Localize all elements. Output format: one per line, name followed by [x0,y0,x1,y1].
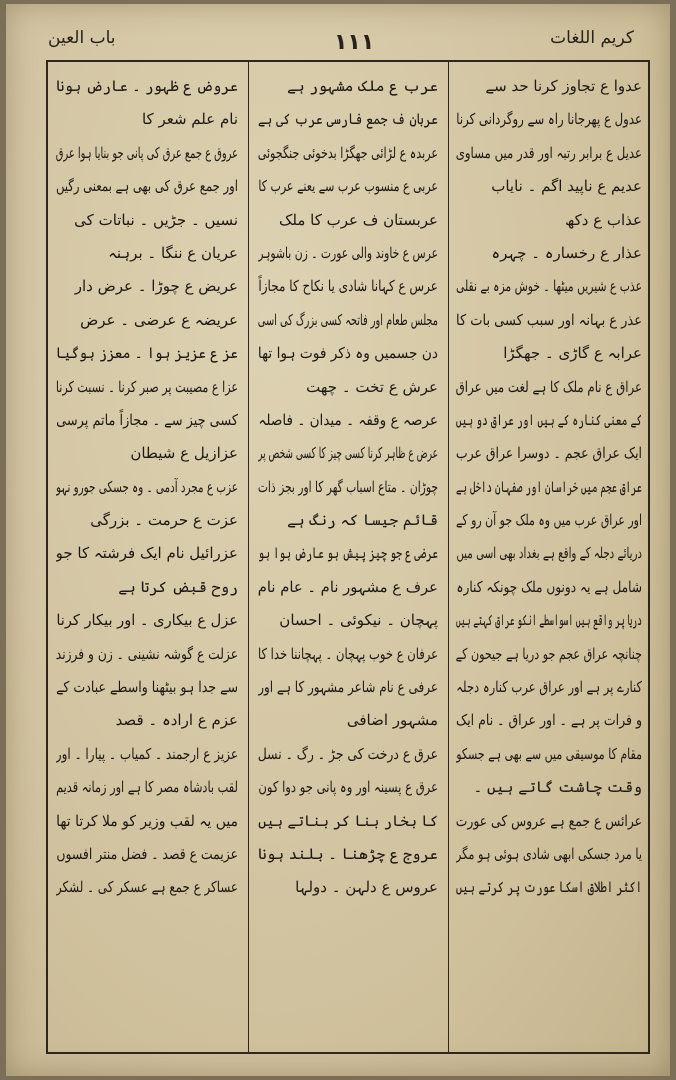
dictionary-entry-line: عذب ع شیریں میٹھا ۔ خوش مزہ بے نقلی [456,277,642,296]
column-right [456,70,642,1044]
dictionary-entry-line: روح قبض کرتا ہے [118,577,238,596]
dictionary-entry-line: چنانچہ عراق عجم جو دریا ہے جیحون کے [456,644,642,663]
dictionary-entry-line: عرف ع مشہور نام ۔ عام نام [258,577,438,596]
dictionary-entry-line: عساکر ع جمع ہے عسکر کی ۔ لشکر [56,878,238,897]
dictionary-entry-line: کسی چیز سے ۔ مجازاً ماتم پرسی [56,410,238,429]
dictionary-entry-line: عدول ع پھرجانا راہ سے روگردانی کرنا [456,110,642,129]
dictionary-entry-line: اور عراق عرب میں وہ ملک جو آن رو کے [456,511,642,530]
dictionary-entry-line: عراق عجم میں خراسان اور صفہان داخل ہے [456,477,642,496]
dictionary-entry-line: دن جسمیں وہ ذکر فوت ہوا تھا [258,344,438,363]
dictionary-entry-line: عرض ع ظاہر کرنا کسی چیز کا کسی شخص پر [258,444,438,463]
dictionary-entry-line: عذر ع بہانہ اور سبب کسی بات کا [456,310,642,329]
dictionary-entry-line: عزل ع بیکاری ۔ اور بیکار کرنا [56,611,238,630]
column-divider-right [448,62,449,1052]
dictionary-entry-line: عرش ع تخت ۔ چھت [306,377,438,396]
dictionary-entry-line: عربدہ ع لڑائی جھگڑا بدخوئی جنگجوئی [258,143,438,162]
page-number: ۱۱۱ [334,30,375,55]
dictionary-entry-line: عربستان ف عرب کا ملک [278,210,438,229]
dictionary-entry-line: عزرائیل نام ایک فرشتہ کا جو [56,544,238,563]
dictionary-entry-line: و فرات پر ہے ۔ اور عراق ۔ نام ایک [456,711,642,730]
dictionary-entry-line: عرابہ ع گاڑی ۔ جھگڑا [503,344,642,363]
dictionary-entry-line: عروق ع جمع عرق کی پانی جو بنایا ہوا عرق [56,143,238,162]
dictionary-entry-line: دریا پر واقع ہیں اسواسطے انکو عراق کہتے ہیں [456,611,642,630]
dictionary-entry-line: عریضہ ع عرضی ۔ عرض [80,310,238,329]
book-page [6,4,670,1076]
dictionary-entry-line: عرصہ ع وقفہ ۔ میدان ۔ فاصلہ [258,410,438,429]
dictionary-entry-line: عرب ع ملک مشہور ہے [287,77,438,95]
dictionary-entry-line: اکثر اطلاق اسکا عورت پر کرتے ہیں [456,878,642,897]
dictionary-entry-line: اور جمع عرق کی بھی ہے بمعنی رگیں [56,177,238,196]
dictionary-entry-line: عدیم ع ناپید اگم ۔ نایاب [491,177,642,196]
dictionary-entry-line: عرفان ع خوب پہچان ۔ پہچاننا خدا کا [258,644,438,663]
dictionary-entry-line: عزیز ع ارجمند ۔ کمیاب ۔ پیارا ۔ اور [56,744,238,763]
column-middle [258,70,438,1044]
dictionary-entry-line: قائم جیسا کہ رنگ ہے [287,511,438,530]
dictionary-entry-line: عذار ع رخسارہ ۔ چہرہ [491,243,642,262]
dictionary-entry-line: عزم ع ارادہ ۔ قصد [115,711,238,730]
dictionary-entry-line: عزلت ع گوشہ نشینی ۔ زن و فرزند [56,644,238,663]
dictionary-entry-line: عرق ع درخت کی جڑ ۔ رگ ۔ نسل [258,744,438,763]
dictionary-entry-line: عروج ع چڑھنا ۔ بلند ہونا [258,844,438,863]
dictionary-entry-line: عدوا ع تجاوز کرنا حد سے [485,77,642,95]
dictionary-entry-line: چوڑان ۔ متاع اسباب گھر کا اور بجز ذات [258,477,438,496]
dictionary-entry-line: عزازیل ع شیطان [130,444,238,463]
column-left [56,70,238,1044]
dictionary-entry-line: عرفی ع نام شاعر مشہور کا ہے اور [258,678,438,697]
dictionary-entry-line: کا بخار بنا کر بناتے ہیں [258,811,438,830]
dictionary-entry-line: شامل ہے یہ دونوں ملک چونکہ کنارہ [456,577,642,596]
dictionary-entry-line: پہچان ۔ نیکوئی ۔ احسان [279,611,438,630]
dictionary-entry-line: عروس ع دلہن ۔ دولہا [295,878,438,897]
column-divider-left [248,62,249,1052]
dictionary-entry-line: عرق ع پسینہ اور وہ پانی جو دوا کون [258,778,438,797]
dictionary-entry-line: نام علم شعر کا [141,110,238,129]
dictionary-entry-line: عزیمت ع قصد ۔ فضل منتر افسوں [56,844,238,863]
dictionary-entry-line: عرضی ع جو چیز پیش ہو عارض ہوا ہو [258,544,438,563]
chapter-header: باب العین [48,28,116,48]
dictionary-entry-line: مقام کا موسیقی میں سے بھی ہے جسکو [456,744,642,763]
dictionary-entry-line: نسیں ۔ جڑیں ۔ نباتات کی [74,210,238,229]
dictionary-entry-line: مشہور اضافی [346,711,438,730]
dictionary-entry-line: عرائس ع جمع ہے عروس کی عورت [456,811,642,830]
dictionary-entry-line: عزب ع مجرد آدمی ۔ وہ جسکی جورو نہو [56,477,238,496]
dictionary-entry-line: مجلس طعام اور فاتحہ کسی بزرگ کی اسی [258,310,438,329]
book-title-header: کریم اللغات [550,28,634,48]
dictionary-entry-line: دریائے دجلہ کے واقع ہے بغداد بھی اسی میں [456,544,642,563]
text-frame [46,60,650,1054]
dictionary-entry-line: عربی ع منسوب عرب سے یعنے عرب کا [258,177,438,196]
dictionary-entry-line: عدیل ع برابر رتبہ اور قدر میں مساوی [456,143,642,162]
dictionary-entry-line: عذاب ع دکھ [565,210,642,229]
dictionary-entry-line: عز ع عزیز ہوا ۔ معزز ہوگیا [56,344,238,363]
dictionary-entry-line: لقب بادشاہ مصر کا ہے اور زمانہ قدیم [56,778,238,797]
dictionary-entry-line: عریان ع ننگا ۔ برہنہ [108,243,238,262]
dictionary-entry-line: عرس ع خاوند والی عورت ۔ زن باشوہر [258,243,438,262]
dictionary-entry-line: عزت ع حرمت ۔ بزرگی [90,511,238,530]
dictionary-entry-line: عزا ع مصیبت پر صبر کرنا ۔ نسبت کرنا [56,377,238,396]
dictionary-entry-line: عربان ف جمع فارسی عرب کی ہے [258,110,438,129]
dictionary-entry-line: کنارے پر ہے اور عراق عرب کنارہ دجلہ [456,678,642,697]
dictionary-entry-line: عراق ع نام ملک کا ہے لغت میں عراق [456,377,642,396]
dictionary-entry-line: وقت چاشت گاتے ہیں ۔ [473,778,642,797]
dictionary-entry-line: کے معنی کنارہ کے ہیں اور عراق دو ہیں [456,410,642,429]
dictionary-entry-line: عروض ع ظہور ۔ عارض ہونا [56,77,238,95]
dictionary-entry-line: سے جدا ہو بیٹھنا واسطے عبادت کے [56,678,238,697]
dictionary-entry-line: میں یہ لقب وزیر کو ملا کرتا تھا [56,811,238,830]
dictionary-entry-line: ایک عراق عجم ۔ دوسرا عراق عرب [456,444,642,463]
dictionary-entry-line: عریض ع چوڑا ۔ عرض دار [74,277,238,296]
dictionary-entry-line: عرس ع کہانا شادی یا نکاح کا مجازاً [258,277,438,296]
dictionary-entry-line: یا مرد جسکی ابھی شادی ہوئی ہو مگر [456,844,642,863]
